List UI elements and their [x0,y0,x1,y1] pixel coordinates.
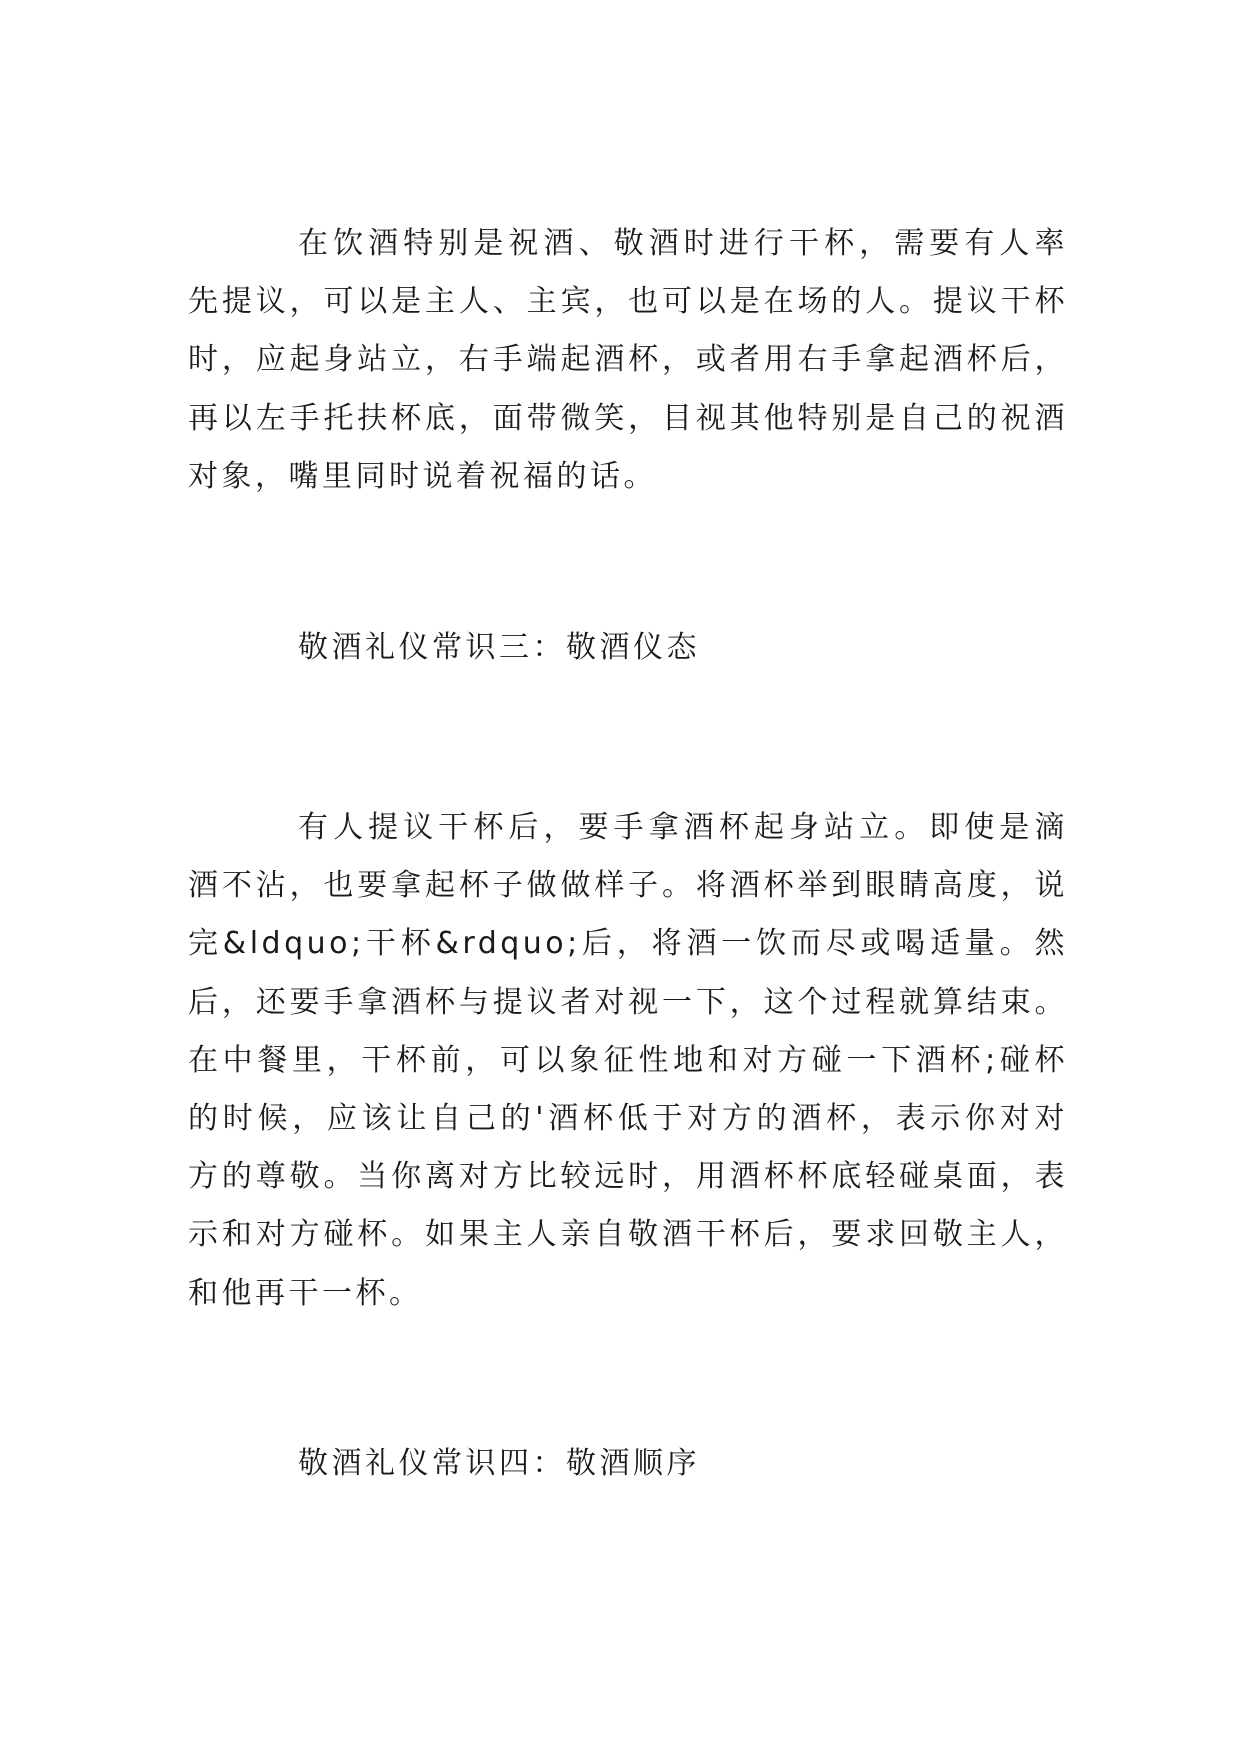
paragraph-toast-proposal: 在饮酒特别是祝酒、敬酒时进行干杯，需要有人率先提议，可以是主人、主宾，也可以是在场的人。提议干杯时，应起身站立，右手端起酒杯，或者用右手拿起酒杯后，再以左手托扶杯底，面带微笑，目视其他特别是自己的祝酒对象，嘴里同时说着祝福的话。 [188,226,1068,494]
section-heading-toast-posture: 敬酒礼仪常识三：敬酒仪态 [298,630,700,665]
paragraph-toast-posture: 有人提议干杯后，要手拿酒杯起身站立。即使是滴酒不沾，也要拿起杯子做做样子。将酒杯举到眼睛高度，说完&ldquo;干杯&rdquo;后，将酒一饮而尽或喝适量。然后，还要手拿酒杯与提议者对视一下，这个过程就算结束。在中餐里，干杯前，可以象征性地和对方碰一下酒杯;碰杯的时候，应该让自己的'酒杯低于对方的酒杯，表示你对对方的尊敬。当你离对方比较远时，用酒杯杯底轻碰桌面，表示和对方碰杯。如果主人亲自敬酒干杯后，要求回敬主人，和他再干一杯。 [188,810,1068,1311]
section-heading-toast-order: 敬酒礼仪常识四：敬酒顺序 [298,1446,700,1481]
